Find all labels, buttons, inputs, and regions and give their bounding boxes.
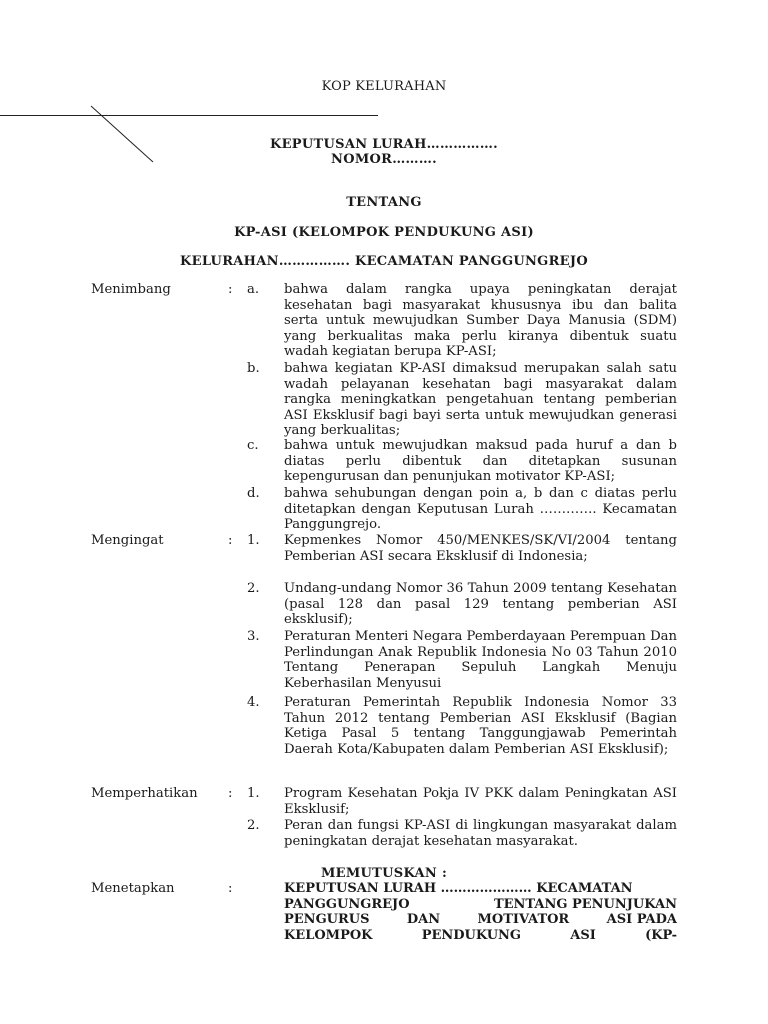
menetapkan-line-1-part-1: KEPUTUSAN LURAH ………………… KECAMATAN bbox=[284, 881, 633, 896]
mengingat-item-3: Peraturan Menteri Negara Pemberdayaan Perempuan Dan Perlindungan Anak Republik Indonesia No 03 Tahun 2010 Tentang Penerapan Sepuluh Langkah Menuju Keberhasilan Menyusui bbox=[284, 629, 677, 691]
mengingat-marker-1: 1. bbox=[247, 533, 260, 548]
decree-title: KEPUTUSAN LURAH……………. bbox=[270, 137, 498, 152]
mengingat-marker-4: 4. bbox=[247, 695, 260, 710]
memperhatikan-label: Memperhatikan bbox=[91, 786, 198, 801]
kop-kelurahan: KOP KELURAHAN bbox=[321, 79, 447, 94]
menetapkan-line-4-part-3: ASI bbox=[570, 927, 596, 943]
decree-subject: KP-ASI (KELOMPOK PENDUKUNG ASI) bbox=[234, 225, 534, 240]
memutuskan-heading: MEMUTUSKAN : bbox=[320, 866, 448, 881]
mengingat-colon: : bbox=[228, 533, 233, 548]
menimbang-marker-a: a. bbox=[247, 282, 260, 297]
mengingat-label: Mengingat bbox=[91, 533, 164, 548]
mengingat-item-1: Kepmenkes Nomor 450/MENKES/SK/VI/2004 tentang Pemberian ASI secara Eksklusif di Indonesia; bbox=[284, 533, 677, 564]
menetapkan-line-4-part-1: KELOMPOK bbox=[284, 927, 373, 943]
menetapkan-colon: : bbox=[228, 881, 233, 896]
menetapkan-line-2 bbox=[284, 897, 677, 913]
mengingat-item-4: Peraturan Pemerintah Republik Indonesia Nomor 33 Tahun 2012 tentang Pemberian ASI Eksklusif (Bagian Ketiga Pasal 5 tentang Tanggungjawab Pemerintah Daerah Kota/Kabupaten dalam Pemberian ASI Eksklusif); bbox=[284, 695, 677, 757]
menetapkan-line-3-part-3: MOTIVATOR bbox=[477, 912, 570, 928]
mengingat-item-2: Undang-undang Nomor 36 Tahun 2009 tentang Kesehatan (pasal 128 dan pasal 129 tentang pemberian ASI eksklusif); bbox=[284, 581, 677, 628]
mengingat-marker-3: 3. bbox=[247, 629, 260, 644]
decree-location: KELURAHAN……………. KECAMATAN PANGGUNGREJO bbox=[180, 254, 588, 269]
memperhatikan-colon: : bbox=[228, 786, 233, 801]
menimbang-marker-d: d. bbox=[247, 486, 260, 501]
menetapkan-line-3 bbox=[284, 912, 677, 928]
menetapkan-text bbox=[284, 881, 677, 943]
memperhatikan-item-2: Peran dan fungsi KP-ASI di lingkungan masyarakat dalam peningkatan derajat kesehatan masyarakat. bbox=[284, 818, 677, 849]
menimbang-item-b: bahwa kegiatan KP-ASI dimaksud merupakan salah satu wadah pelayanan kesehatan bagi masyarakat dalam rangka meningkatkan pengetahuan tentang pemberian ASI Eksklusif bagi bayi serta untuk mewujudkan generasi yang berkualitas; bbox=[284, 361, 677, 439]
menetapkan-line-3-part-2: DAN bbox=[406, 912, 441, 928]
mengingat-marker-2: 2. bbox=[247, 581, 260, 596]
menimbang-colon: : bbox=[228, 282, 233, 297]
menimbang-marker-c: c. bbox=[247, 438, 259, 453]
memperhatikan-item-1: Program Kesehatan Pokja IV PKK dalam Peningkatan ASI Eksklusif; bbox=[284, 786, 677, 817]
menetapkan-line-4-part-2: PENDUKUNG bbox=[421, 927, 522, 943]
menetapkan-line-1 bbox=[284, 881, 677, 897]
menetapkan-line-4 bbox=[284, 928, 677, 944]
menetapkan-line-4-part-4: (KP- bbox=[645, 927, 677, 943]
menetapkan-line-3-part-4: ASI PADA bbox=[606, 912, 677, 928]
menimbang-item-d: bahwa sehubungan dengan poin a, b dan c diatas perlu ditetapkan dengan Keputusan Lurah …………. Kecamatan Panggungrejo. bbox=[284, 486, 677, 533]
menimbang-label: Menimbang bbox=[91, 282, 171, 297]
decree-number: NOMOR………. bbox=[331, 152, 437, 167]
memperhatikan-marker-1: 1. bbox=[247, 786, 260, 801]
menetapkan-line-2-part-1: PANGGUNGREJO bbox=[284, 896, 410, 912]
menimbang-item-a: bahwa dalam rangka upaya peningkatan derajat kesehatan bagi masyarakat khususnya ibu dan balita serta untuk mewujudkan Sumber Daya Manusia (SDM) yang berkualitas maka perlu kiranya dibentuk suatu wadah kegiatan berupa KP-ASI; bbox=[284, 282, 677, 360]
tentang-heading: TENTANG bbox=[346, 195, 422, 210]
memperhatikan-marker-2: 2. bbox=[247, 818, 260, 833]
menetapkan-line-2-part-2: TENTANG PENUNJUKAN bbox=[493, 896, 677, 912]
menetapkan-line-3-part-1: PENGURUS bbox=[284, 912, 370, 928]
menetapkan-label: Menetapkan bbox=[91, 881, 175, 896]
menimbang-item-c: bahwa untuk mewujudkan maksud pada huruf a dan b diatas perlu dibentuk dan ditetapkan susunan kepengurusan dan penunjukan motivator KP-ASI; bbox=[284, 438, 677, 485]
menimbang-marker-b: b. bbox=[247, 361, 260, 376]
